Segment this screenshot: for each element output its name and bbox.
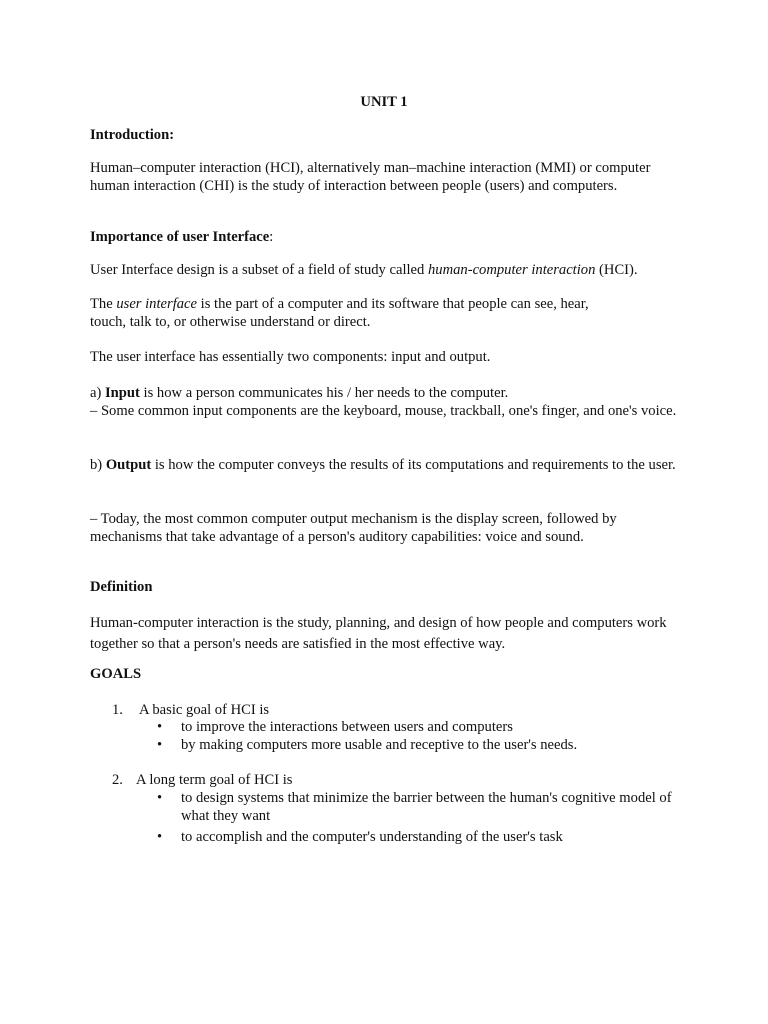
input-description: is how a person communicates his / her needs to the computer. (139, 385, 509, 401)
ui-design-suffix: (HCI). (595, 262, 638, 278)
input-term: Input (105, 385, 140, 401)
input-prefix: a) (90, 385, 105, 401)
goals-heading: GOALS (90, 666, 142, 682)
input-paragraph (90, 385, 680, 420)
intro-heading: Introduction: (90, 127, 175, 143)
ui-part-line1-rest: is the part of a computer and its software that people can see, hear, (197, 296, 589, 312)
ui-design-paragraph (90, 262, 680, 280)
importance-colon: : (269, 229, 274, 245)
importance-heading: Importance of user Interface (90, 229, 270, 245)
goal-bullet-text: to design systems that minimize the barrier between the human's cognitive model of what they want (181, 790, 672, 824)
goal-bullet-text: to improve the interactions between users and computers (181, 719, 513, 735)
importance-heading-line (90, 229, 680, 247)
intro-paragraph: Human–computer interaction (HCI), alternatively man–machine interaction (MMI) or computer human interaction (CHI) is the study of interaction between people (users) and computers. (90, 160, 651, 194)
output-term: Output (105, 457, 152, 473)
bullet-icon: • (157, 829, 163, 845)
two-components-paragraph: The user interface has essentially two components: input and output. (90, 349, 491, 365)
output-description: is how the computer conveys the results of its computations and requirements to the user. (151, 457, 676, 473)
goal-label: A long term goal of HCI is (136, 772, 293, 788)
ui-part-emphasis: user interface (116, 296, 197, 312)
goal-bullet-text: to accomplish and the computer's understanding of the user's task (181, 829, 563, 845)
output-prefix: b) (90, 457, 106, 473)
ui-part-line-2: touch, talk to, or otherwise understand or direct. (90, 313, 371, 330)
goal-number: 1. (112, 702, 123, 718)
ui-part-paragraph (90, 296, 680, 331)
ui-design-emphasis: human-computer interaction (427, 262, 596, 278)
unit-title: UNIT 1 (360, 94, 408, 110)
bullet-icon: • (157, 719, 163, 735)
goal-number: 2. (112, 772, 123, 788)
goal-label: A basic goal of HCI is (139, 702, 270, 718)
goal-bullet-text: by making computers more usable and receptive to the user's needs. (181, 737, 578, 753)
output-paragraph (90, 457, 680, 475)
definition-heading: Definition (90, 579, 153, 595)
input-examples: – Some common input components are the keyboard, mouse, trackball, one's finger, and one's voice. (90, 402, 677, 419)
bullet-icon: • (157, 790, 163, 806)
input-line (90, 385, 680, 403)
definition-paragraph: Human-computer interaction is the study, planning, and design of how people and computers work together so that a person's needs are satisfied in the most effective way. (90, 615, 667, 652)
output-today-paragraph: – Today, the most common computer output mechanism is the display screen, followed by mechanisms that take advantage of a person's auditory capabilities: voice and sound. (90, 511, 617, 545)
ui-design-text: User Interface design is a subset of a field of study called (90, 262, 428, 278)
ui-part-prefix: The (90, 296, 117, 312)
ui-part-line-1 (90, 296, 680, 314)
bullet-icon: • (157, 737, 163, 753)
